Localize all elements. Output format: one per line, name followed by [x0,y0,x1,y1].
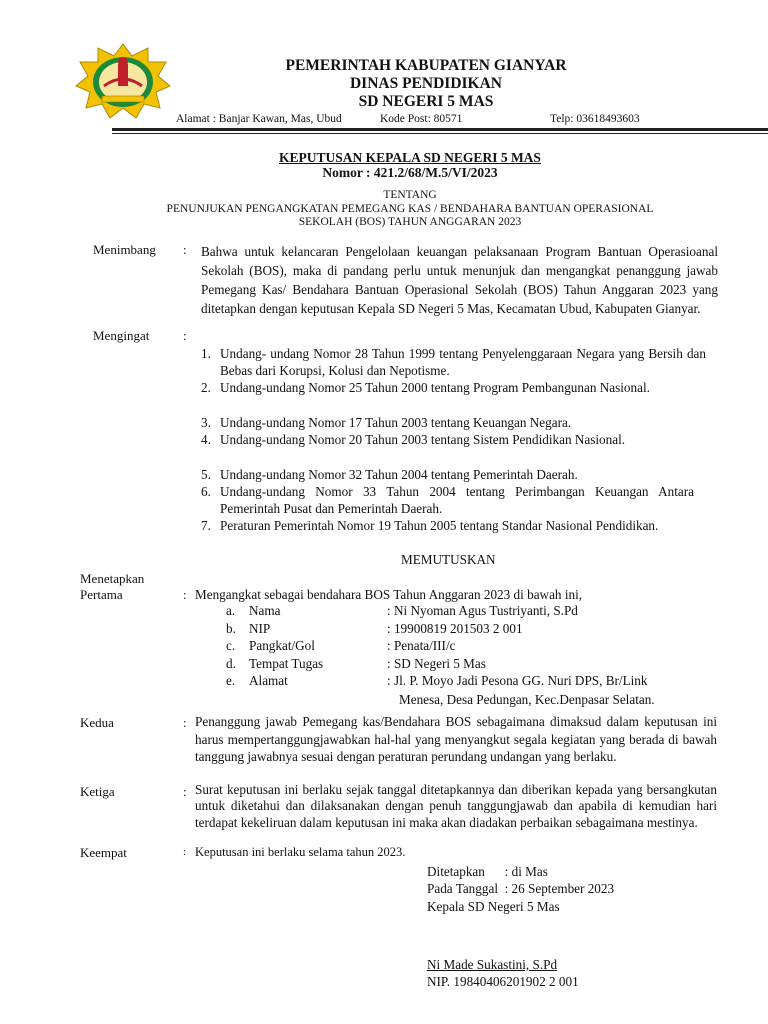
detail-letter: b. [226,621,236,636]
decree-number: Nomor : 421.2/68/M.5/VI/2023 [322,165,498,180]
item-number: 7. [201,518,211,533]
detail-value-address: : Jl. P. Moyo Jadi Pesona GG. Nuri DPS, Br/Link [387,673,648,688]
mengingat-item [201,414,706,431]
signatory-nip: NIP. 19840406201902 2 001 [427,974,579,989]
detail-value-workplace: : SD Negeri 5 Mas [387,656,486,671]
government-name: PEMERINTAH KABUPATEN GIANYAR [285,57,567,74]
pertama-text: Mengangkat sebagai bendahara BOS Tahun Anggaran 2023 di bawah ini, [195,587,583,602]
decree-subject-line1: PENUNJUKAN PENGANGKATAN PEMEGANG KAS / BENDAHARA BANTUAN OPERASIONAL [166,203,654,215]
detail-field-rank: Pangkat/Gol [249,638,315,653]
item-number: 1. [201,346,211,361]
postal-code: Kode Post: 80571 [380,113,463,125]
decree-about: TENTANG [383,189,437,201]
item-text: Undang-undang Nomor 33 Tahun 2004 tentang Perimbangan Keuangan Antara Pemerintah Pusat dan Pemerintah Daerah. [220,484,694,516]
mengingat-item [201,483,694,517]
detail-field-address: Alamat [249,673,288,688]
detail-letter: a. [226,603,236,618]
kedua-text: Penanggung jawab Pemegang kas/Bendahara BOS sebagaimana dimaksud dalam keputusan ini harus mempertanggungjawabkan hal-hal yang menyangkut segala kegiatan yang berada di bawah tanggung jawabnya sesuai dengan peraturan perundang undangan yang berlaku. [195,714,717,764]
item-number: 4. [201,432,211,447]
mengingat-label: Mengingat [93,328,150,343]
detail-field-workplace: Tempat Tugas [249,656,324,671]
menimbang-colon: : [183,242,187,257]
kedua-label: Kedua [80,715,114,730]
ketiga-label: Ketiga [80,784,115,799]
detail-letter: d. [226,656,236,671]
department-name: DINAS PENDIDIKAN [349,75,502,92]
menimbang-label: Menimbang [93,242,156,257]
detail-letter: e. [226,673,236,688]
mengingat-item [201,345,706,379]
signature-position: Kepala SD Negeri 5 Mas [427,899,560,914]
signature-place: Ditetapkan : di Mas [427,864,548,879]
pertama-colon: : [183,587,187,602]
phone-number: Telp: 03618493603 [550,113,640,125]
item-text: Undang-undang Nomor 20 Tahun 2003 tentang Sistem Pendidikan Nasional. [220,432,626,447]
decree-subject-line2: SEKOLAH (BOS) TAHUN ANGGARAN 2023 [298,216,522,228]
item-number: 5. [201,467,211,482]
menimbang-text: Bahwa untuk kelancaran Pengelolaan keuangan pelaksanaan Program Bantuan Operasioanal Sekolah (BOS), maka di pandang perlu untuk menunjuk dan mengangkat penanggung jawab Pemegang Kas/ Bendahara Bantuan Operasional Sekolah (BOS) Tahun Anggaran 2023 yang ditetapkan dengan keputusan Kepala SD Negeri 5 Mas, Kecamatan Ubud, Kabupaten Gianyar. [201,244,718,316]
keempat-colon: : [183,846,187,858]
signature-date: Pada Tanggal : 26 September 2023 [427,881,615,896]
mengingat-item [201,379,706,396]
ketiga-colon: : [183,784,187,799]
decree-heading: KEPUTUSAN KEPALA SD NEGERI 5 MAS [279,150,541,165]
item-text: Undang- undang Nomor 28 Tahun 1999 tentang Penyelenggaraan Negara yang Bersih dan Bebas dari Korupsi, Kolusi dan Nepotisme. [220,346,706,378]
letterhead-divider-thin [112,133,768,134]
mengingat-item [201,431,690,448]
item-text: Peraturan Pemerintah Nomor 19 Tahun 2005 tentang Standar Nasional Pendidikan. [220,518,659,533]
detail-field-nip: NIP [249,621,271,636]
item-number: 3. [201,415,211,430]
detail-value-name: : Ni Nyoman Agus Tustriyanti, S.Pd [387,603,578,618]
item-number: 2. [201,380,211,395]
mengingat-item [201,466,706,483]
memutuskan-heading: MEMUTUSKAN [401,552,496,567]
ketiga-text: Surat keputusan ini berlaku sejak tanggal ditetapkannya dan diberikan kepada yang bersangkutan untuk diketahui dan dilaksanakan dengan penuh tanggungjawab dan apabila di kemudian hari terdapat kekeliruan dalam keputusan ini maka akan diadakan perbaikan sebagaimana mestinya. [195,782,717,830]
menetapkan-label: Menetapkan [80,571,145,586]
keempat-text: Keputusan ini berlaku selama tahun 2023. [195,845,406,859]
mengingat-item [201,517,662,534]
detail-value-rank: : Penata/III/c [387,638,456,653]
school-name: SD NEGERI 5 MAS [358,93,494,110]
regency-logo [74,42,172,120]
mengingat-colon: : [183,328,187,343]
item-text: Undang-undang Nomor 32 Tahun 2004 tentang Pemerintah Daerah. [220,467,578,482]
detail-value-address-cont: Menesa, Desa Pedungan, Kec.Denpasar Selatan. [399,692,655,707]
kedua-colon: : [183,715,187,730]
item-text: Undang-undang Nomor 17 Tahun 2003 tentang Keuangan Negara. [220,415,572,430]
school-address: Alamat : Banjar Kawan, Mas, Ubud [176,113,342,125]
pertama-label: Pertama [80,587,123,602]
letterhead-divider [112,128,768,131]
item-text: Undang-undang Nomor 25 Tahun 2000 tentang Program Pembangunan Nasional. [220,380,650,395]
keempat-label: Keempat [80,845,127,860]
detail-value-nip: : 19900819 201503 2 001 [387,621,523,636]
item-number: 6. [201,484,211,499]
detail-letter: c. [226,638,236,653]
signatory-name: Ni Made Sukastini, S.Pd [427,957,558,972]
detail-field-name: Nama [249,603,281,618]
